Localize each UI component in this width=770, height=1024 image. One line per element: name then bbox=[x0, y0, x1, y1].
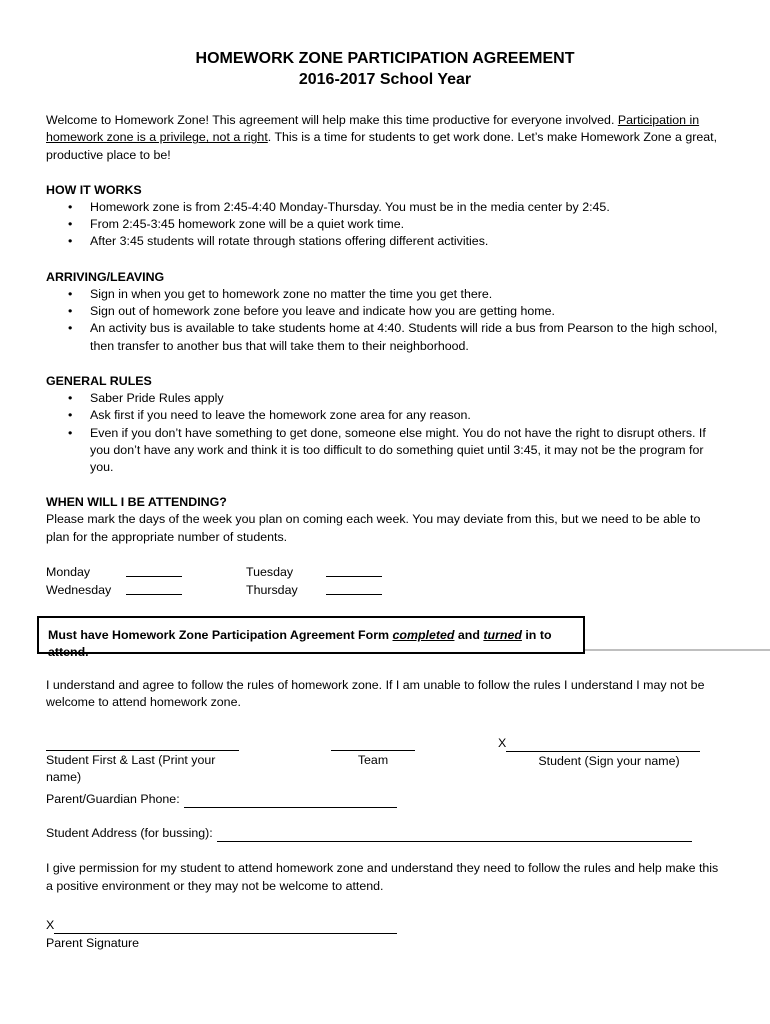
student-name-field[interactable] bbox=[46, 735, 239, 751]
title-line-1: HOMEWORK ZONE PARTICIPATION AGREEMENT bbox=[195, 50, 575, 67]
bullet-list bbox=[46, 199, 724, 251]
permission-paragraph: I give permission for my student to attend homework zone and understand they need to follow the rules and help make this a positive environment or they may not be welcome to attend. bbox=[46, 861, 719, 893]
bullet-list bbox=[46, 390, 724, 476]
list-item: • Saber Pride Rules apply bbox=[46, 390, 724, 407]
list-item: • Sign out of homework zone before you leave and indicate how you are getting home. bbox=[46, 303, 724, 320]
notice-text-3: in to attend. bbox=[48, 627, 552, 659]
notice-area bbox=[46, 616, 724, 659]
student-sign-label: Student (Sign your name) bbox=[538, 754, 680, 769]
notice-emphasis-completed: completed bbox=[392, 627, 455, 642]
list-item: • Homework zone is from 2:45-4:40 Monday-Thursday. You must be in the media center by 2:45. bbox=[46, 199, 724, 216]
day-label-monday: Monday bbox=[46, 565, 91, 580]
parent-phone-label: Parent/Guardian Phone: bbox=[46, 792, 180, 807]
student-signature-field[interactable] bbox=[506, 738, 700, 752]
parent-sign-prefix: X bbox=[46, 917, 55, 932]
bullet-list bbox=[46, 286, 724, 355]
how-it-works-section bbox=[46, 182, 724, 251]
notice-divider bbox=[585, 649, 770, 651]
notice-emphasis-turned: turned bbox=[483, 627, 522, 642]
intro-text-a: Welcome to Homework Zone! This agreement will help make this time productive for everyone involved. bbox=[46, 113, 618, 127]
list-item: • Ask first if you need to leave the homework zone area for any reason. bbox=[46, 407, 724, 424]
section-heading: WHEN WILL I BE ATTENDING? bbox=[46, 495, 227, 510]
parent-phone-field[interactable] bbox=[184, 795, 397, 808]
day-label-thursday: Thursday bbox=[246, 583, 298, 598]
agreement-paragraph: I understand and agree to follow the rules of homework zone. If I am unable to follow the rules I understand I may not be welcome to attend homework zone. bbox=[46, 677, 705, 709]
list-item: • From 2:45-3:45 homework zone will be a quiet work time. bbox=[46, 216, 724, 233]
student-address-row bbox=[46, 825, 724, 842]
title-line-2: 2016-2017 School Year bbox=[298, 71, 472, 88]
intro-underlined-text: Participation in homework zone is a privilege, not a right bbox=[46, 113, 700, 145]
student-sign-block bbox=[498, 735, 700, 770]
required-form-notice bbox=[37, 616, 585, 659]
attendance-days bbox=[46, 564, 446, 601]
list-item: • Even if you don’t have something to get done, someone else might. You do not have the right to disrupt others. If you don’t have any work and think it is too difficult to do something quiet until 3:45, it may not be the program for you. bbox=[46, 425, 724, 477]
team-block bbox=[331, 735, 415, 769]
list-item: • After 3:45 students will rotate through stations offering different activities. bbox=[46, 233, 724, 250]
parent-phone-row bbox=[46, 791, 724, 808]
student-signature-row bbox=[46, 735, 724, 785]
attending-section bbox=[46, 494, 724, 600]
list-item: • An activity bus is available to take students home at 4:40. Students will ride a bus from Pearson to the high school, then transfer to another bus that will take them to their neighborhood. bbox=[46, 320, 724, 355]
team-field[interactable] bbox=[331, 735, 415, 751]
day-label-wednesday: Wednesday bbox=[46, 583, 112, 598]
notice-text-1: Must have Homework Zone Participation Agreement Form bbox=[48, 627, 393, 642]
student-name-label: Student First & Last (Print your name) bbox=[46, 753, 216, 785]
day-label-tuesday: Tuesday bbox=[246, 565, 294, 580]
thursday-mark-field[interactable] bbox=[326, 582, 382, 595]
team-label: Team bbox=[357, 753, 389, 768]
intro-text-b: . This is a time for students to get work done. Let’s make Homework Zone a great, productive place to be! bbox=[46, 130, 718, 162]
parent-signature-label: Parent Signature bbox=[46, 935, 139, 950]
intro-paragraph bbox=[46, 112, 724, 164]
arriving-leaving-section bbox=[46, 269, 724, 355]
document-title bbox=[46, 48, 724, 90]
notice-text-2: and bbox=[454, 627, 484, 642]
section-heading: HOW IT WORKS bbox=[46, 182, 142, 197]
general-rules-section bbox=[46, 373, 724, 476]
wednesday-mark-field[interactable] bbox=[126, 582, 182, 595]
list-item: • Sign in when you get to homework zone no matter the time you get there. bbox=[46, 286, 724, 303]
attending-instructions: Please mark the days of the week you plan on coming each week. You may deviate from this, but we need to be able to plan for the appropriate number of students. bbox=[46, 512, 701, 544]
student-name-block bbox=[46, 735, 239, 786]
tuesday-mark-field[interactable] bbox=[326, 564, 382, 577]
section-heading: GENERAL RULES bbox=[46, 373, 152, 388]
student-sign-prefix: X bbox=[498, 736, 507, 751]
student-address-field[interactable] bbox=[217, 829, 692, 842]
student-address-label: Student Address (for bussing): bbox=[46, 826, 213, 841]
parent-signature-field[interactable] bbox=[54, 920, 397, 934]
monday-mark-field[interactable] bbox=[126, 564, 182, 577]
section-heading: ARRIVING/LEAVING bbox=[46, 269, 165, 284]
parent-signature-block bbox=[46, 917, 724, 952]
